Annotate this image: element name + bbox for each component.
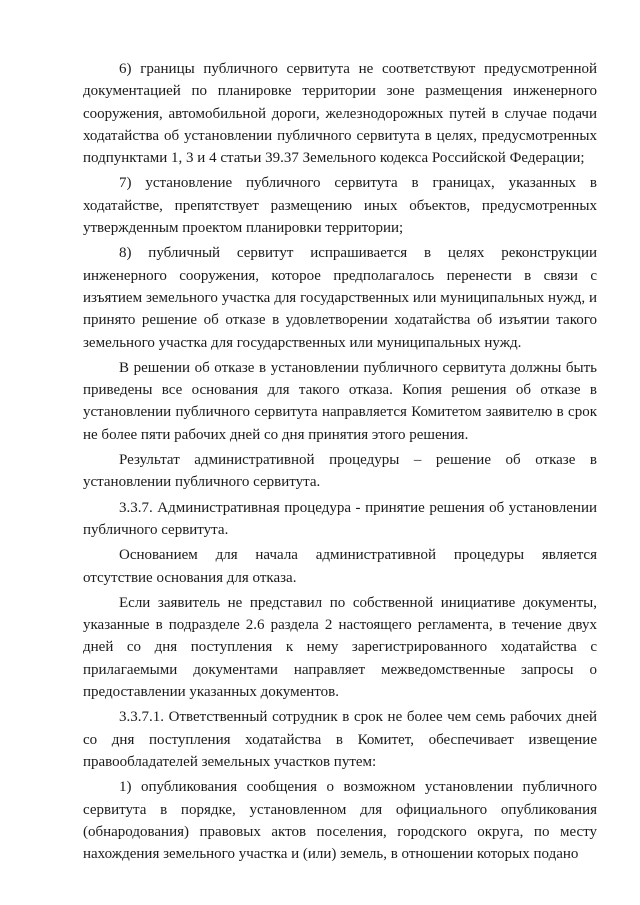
paragraph-procedure-result: Результат административной процедуры – решение об отказе в установлении публичного сервитута. [83, 452, 597, 491]
paragraph-refusal-decision: В решении об отказе в установлении публичного сервитута должны быть приведены все основания для такого отказа. Копия решения об отказе в установлении публичного сервитута направляется Комитетом заявителю в срок не более пяти рабочих дней со дня принятия этого решения. [83, 359, 597, 443]
paragraph-item-6: 6) границы публичного сервитута не соответствуют предусмотренной документацией по планировке территории зоне размещения инженерного сооружения, автомобильной дороги, железнодорожных путей в случае подачи ходатайства об установлении публичного сервитута в целях, предусмотренных подпунктами 1, 3 и 4 статьи 39.37 Земельного кодекса Российской Федерации; [83, 61, 597, 167]
paragraph-section-3-3-7-1: 3.3.7.1. Ответственный сотрудник в срок не более чем семь рабочих дней со дня поступления ходатайства в Комитет, обеспечивает извещение правообладателей земельных участков путем: [83, 709, 597, 770]
paragraph-item-7: 7) установление публичного сервитута в границах, указанных в ходатайстве, препятствует размещению иных объектов, предусмотренных утвержденным проектом планировки территории; [83, 175, 597, 237]
document-page [83, 58, 597, 866]
paragraph-interagency-requests: Если заявитель не представил по собственной инициативе документы, указанные в подразделе 2.6 раздела 2 настоящего регламента, в течение двух дней со дня поступления к нему зарегистрированного ходатайства с прилагаемыми документами направляет межведомственные запросы о предоставлении указанных документов. [83, 594, 597, 701]
paragraph-section-3-3-7: 3.3.7. Административная процедура - принятие решения об установлении публичного сервитута. [83, 499, 597, 538]
paragraph-procedure-basis: Основанием для начала административной процедуры является отсутствие основания для отказа. [83, 547, 597, 586]
paragraph-item-8: 8) публичный сервитут испрашивается в целях реконструкции инженерного сооружения, которое предполагалось перенести в связи с изъятием земельного участка для государственных или муниципальных нужд, и принято решение об отказе в удовлетворении ходатайства об изъятии такого земельного участка для государственных или муниципальных нужд. [83, 245, 597, 351]
paragraph-publication-item-1: 1) опубликования сообщения о возможном установлении публичного сервитута в порядке, установленном для официального опубликования (обнародования) правовых актов поселения, городского округа, по месту нахождения земельного участка и (или) земель, в отношении которых подано [83, 779, 597, 863]
